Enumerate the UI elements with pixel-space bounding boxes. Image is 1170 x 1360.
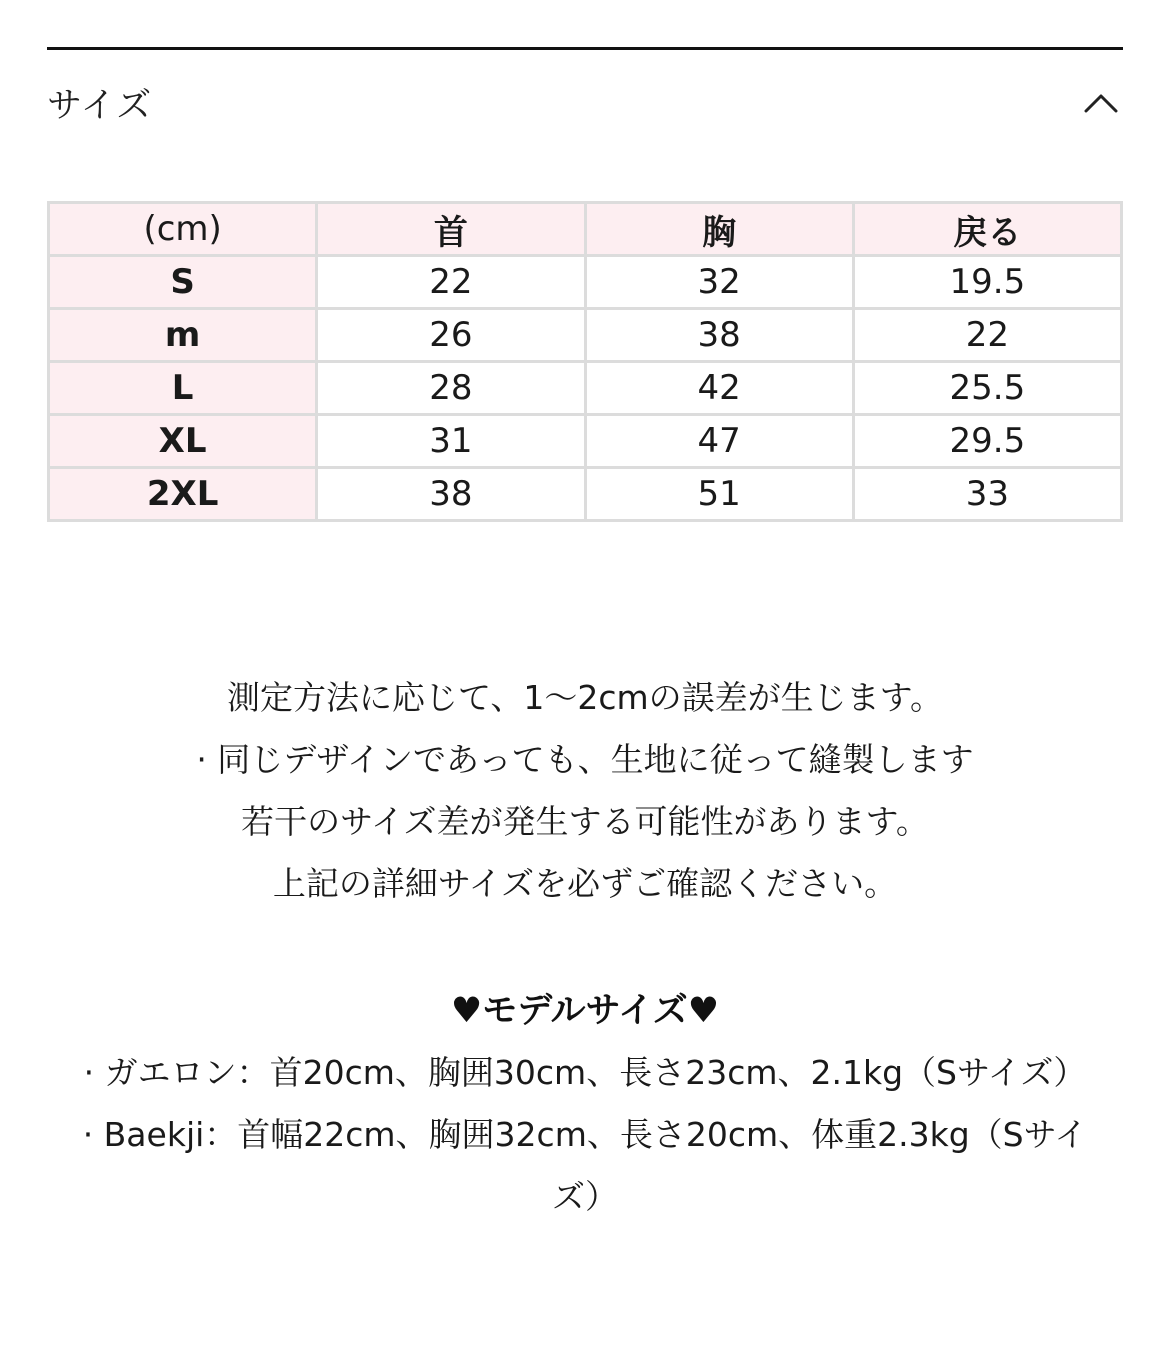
table-row — [49, 415, 1122, 468]
model-size-title: ♥モデルサイズ♥ — [450, 991, 720, 1031]
chest-value: 38 — [585, 309, 853, 362]
chest-value: 42 — [585, 362, 853, 415]
table-row — [49, 309, 1122, 362]
note-line: 上記の詳細サイズを必ずご確認ください。 — [272, 864, 898, 903]
back-value: 22 — [853, 309, 1121, 362]
size-section-toggle[interactable] — [47, 70, 1123, 136]
column-header-neck: 首 — [317, 203, 585, 256]
size-label: m — [49, 309, 317, 362]
column-header-back: 戻る — [853, 203, 1121, 256]
size-label: L — [49, 362, 317, 415]
section-divider — [47, 47, 1123, 50]
note-line: · 同じデザインであっても、生地に従って縫製します — [196, 740, 974, 779]
neck-value: 38 — [317, 468, 585, 521]
model-line: · ガエロン：首20cm、胸囲30cm、長さ23cm、2.1kg（Sサイズ） — [83, 1053, 1087, 1092]
neck-value: 22 — [317, 256, 585, 309]
back-value: 33 — [853, 468, 1121, 521]
chest-value: 32 — [585, 256, 853, 309]
neck-value: 28 — [317, 362, 585, 415]
model-size-info — [60, 980, 1110, 1228]
table-row — [49, 362, 1122, 415]
measurement-notes — [60, 667, 1110, 915]
neck-value: 31 — [317, 415, 585, 468]
unit-header: (cm) — [49, 203, 317, 256]
table-header-row — [49, 203, 1122, 256]
model-line: · Baekji：首幅22cm、胸囲32cm、長さ20cm、体重2.3kg（Sサイズ） — [82, 1115, 1088, 1216]
size-label: S — [49, 256, 317, 309]
note-line: 若干のサイズ差が発生する可能性があります。 — [241, 802, 929, 841]
chevron-up-icon[interactable] — [1083, 85, 1119, 121]
table-row — [49, 468, 1122, 521]
chest-value: 51 — [585, 468, 853, 521]
back-value: 19.5 — [853, 256, 1121, 309]
table-row — [49, 256, 1122, 309]
size-table — [47, 201, 1123, 522]
back-value: 29.5 — [853, 415, 1121, 468]
chest-value: 47 — [585, 415, 853, 468]
note-line: 測定方法に応じて、1〜2cmの誤差が生じます。 — [227, 678, 943, 717]
column-header-chest: 胸 — [585, 203, 853, 256]
size-label: 2XL — [49, 468, 317, 521]
section-title: サイズ — [47, 86, 153, 126]
neck-value: 26 — [317, 309, 585, 362]
size-label: XL — [49, 415, 317, 468]
back-value: 25.5 — [853, 362, 1121, 415]
